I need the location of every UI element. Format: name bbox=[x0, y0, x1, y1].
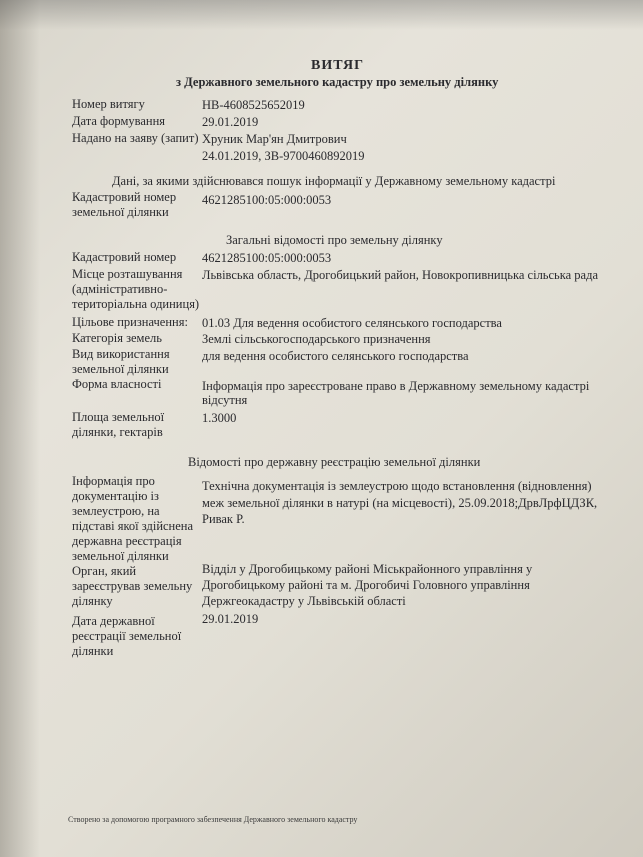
org-label-1: Орган, який bbox=[72, 564, 137, 578]
document-title: ВИТЯГ bbox=[311, 58, 365, 73]
area-label-1: Площа земельної bbox=[72, 410, 165, 424]
location-label-3: територіальна одиниця) bbox=[72, 297, 200, 311]
doc-value-1: Технічна документація із землеустрою щодо встановлення (відновлення) bbox=[202, 479, 592, 493]
reg-date-label-3: ділянки bbox=[72, 644, 114, 658]
reg-date-value: 29.01.2019 bbox=[202, 612, 259, 626]
usage-label-1: Вид використання bbox=[72, 347, 170, 361]
page-shadow-top bbox=[0, 0, 643, 30]
purpose-value: 01.03 Для ведення особистого селянського господарства bbox=[202, 316, 502, 330]
location-label-1: Місце розташування bbox=[72, 267, 183, 281]
footer-note: Створено за допомогою програмного забезпечення Державного земельного кадастру bbox=[68, 815, 358, 824]
ownership-value-1: Інформація про зареєстроване право в Державному земельному кадастрі bbox=[202, 379, 590, 393]
doc-label-5: державна реєстрація bbox=[72, 534, 182, 548]
org-label-3: ділянку bbox=[72, 594, 113, 608]
area-label-2: ділянки, гектарів bbox=[72, 425, 163, 439]
doc-label-3: землеустрою, на bbox=[72, 504, 160, 518]
usage-label-2: земельної ділянки bbox=[72, 362, 169, 376]
category-label: Категорія земель bbox=[72, 331, 162, 345]
usage-value: для ведення особистого селянського господарства bbox=[202, 349, 469, 363]
page-shadow bbox=[0, 0, 40, 857]
extract-number-label: Номер витягу bbox=[72, 97, 145, 111]
doc-value-2: меж земельної ділянки в натурі (на місцевості), 25.09.2018;ДрвЛрфЦДЗК, bbox=[202, 496, 598, 510]
location-label-2: (адміністративно- bbox=[72, 282, 168, 296]
search-label-line2: земельної ділянки bbox=[72, 205, 169, 219]
purpose-label: Цільове призначення: bbox=[72, 315, 188, 329]
reg-date-label-1: Дата державної bbox=[72, 614, 155, 628]
document-subtitle: з Державного земельного кадастру про земельну ділянку bbox=[176, 75, 499, 89]
search-section-heading: Дані, за якими здійснювався пошук інформації у Державному земельному кадастрі bbox=[112, 174, 556, 188]
doc-value-3: Ривак Р. bbox=[202, 512, 245, 526]
registration-section-heading: Відомості про державну реєстрацію земельної ділянки bbox=[188, 455, 481, 469]
org-label-2: зареєстрував земельну bbox=[72, 579, 193, 593]
provided-request: 24.01.2019, ЗВ-9700460892019 bbox=[202, 149, 365, 163]
extract-number-value: НВ-4608525652019 bbox=[202, 98, 305, 112]
search-cadastral-value: 4621285100:05:000:0053 bbox=[202, 193, 332, 207]
ownership-value-2: відсутня bbox=[202, 393, 248, 407]
doc-label-4: підставі якої здійснена bbox=[72, 519, 194, 533]
doc-label-1: Інформація про bbox=[72, 474, 155, 488]
location-value: Львівська область, Дрогобицький район, Новокропивницька сільська рада bbox=[202, 268, 599, 282]
formed-date-value: 29.01.2019 bbox=[202, 115, 259, 129]
reg-date-label-2: реєстрації земельної bbox=[72, 629, 182, 643]
org-value-2: Дрогобицькому районі та м. Дрогобичі Головного управління bbox=[202, 578, 530, 592]
org-value-3: Держгеокадастру у Львівській області bbox=[202, 594, 406, 608]
search-label-line1: Кадастровий номер bbox=[72, 190, 177, 204]
area-value: 1.3000 bbox=[202, 411, 237, 425]
category-value: Землі сільськогосподарського призначення bbox=[202, 332, 431, 346]
cadastral-number-value: 4621285100:05:000:0053 bbox=[202, 251, 332, 265]
general-section-heading: Загальні відомості про земельну ділянку bbox=[226, 233, 443, 247]
org-value-1: Відділ у Дрогобицькому районі Міськрайонного управління у bbox=[202, 562, 533, 576]
provided-name: Хруник Мар'ян Дмитрович bbox=[202, 132, 347, 146]
doc-label-2: документацію із bbox=[72, 489, 159, 503]
formed-date-label: Дата формування bbox=[72, 114, 166, 128]
provided-label: Надано на заяву (запит) bbox=[72, 131, 199, 145]
doc-label-6: земельної ділянки bbox=[72, 549, 169, 563]
ownership-label: Форма власності bbox=[72, 377, 162, 391]
cadastral-number-label: Кадастровий номер bbox=[72, 250, 177, 264]
